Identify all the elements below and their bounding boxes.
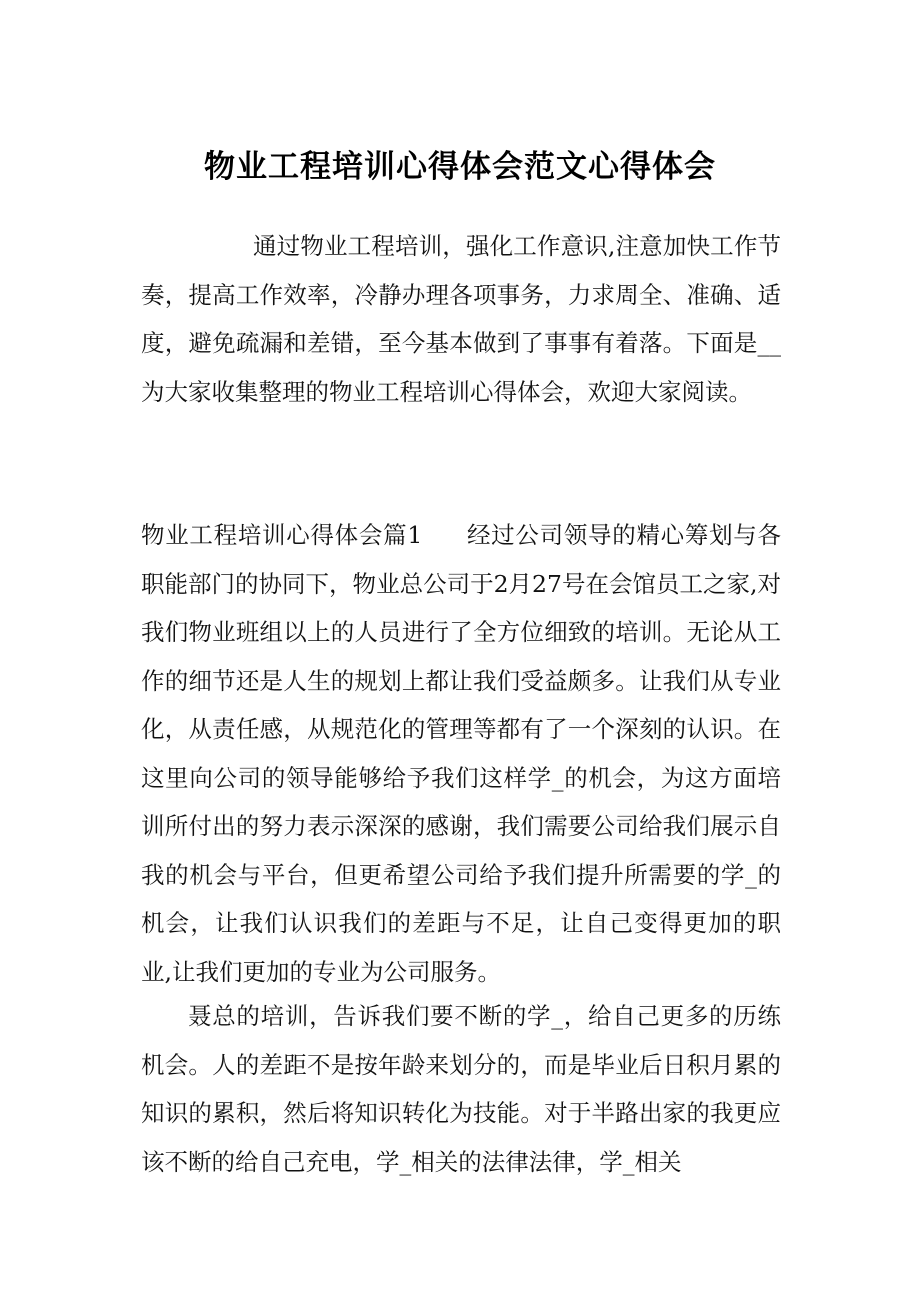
section1-paragraph: [141, 511, 781, 996]
section1-heading: 物业工程培训心得体会篇1: [141, 521, 423, 549]
section1-paragraph-2: 聂总的培训，告诉我们要不断的学_，给自己更多的历练机会。人的差距不是按年龄来划分的，而是毕业后日积月累的知识的累积，然后将知识转化为技能。对于半路出家的我更应该不断的给自己充电，学_相关的法律法律，学_相关: [141, 1002, 781, 1176]
section1-text: 经过公司领导的精心筹划与各职能部门的协同下，物业总公司于2月27号在会馆员工之家,对我们物业班组以上的人员进行了全方位细致的培训。无论从工作的细节还是人生的规划上都让我们受益颇多。让我们从专业化，从责任感，从规范化的管理等都有了一个深刻的认识。在这里向公司的领导能够给予我们这样学_的机会，为这方面培训所付出的努力表示深深的感谢，我们需要公司给我们展示自我的机会与平台，但更希望公司给予我们提升所需要的学_的机会，让我们认识我们的差距与不足，让自己变得更加的职业,让我们更加的专业为公司服务。: [141, 521, 781, 986]
document-title: 物业工程培训心得体会范文心得体会: [204, 149, 716, 185]
intro-paragraph: 通过物业工程培训，强化工作意识,注意加快工作节奏，提高工作效率，冷静办理各项事务，力求周全、准确、适度，避免疏漏和差错，至今基本做到了事事有着落。下面是__为大家收集整理的物业工程培训心得体会，欢迎大家阅读。: [141, 232, 781, 406]
